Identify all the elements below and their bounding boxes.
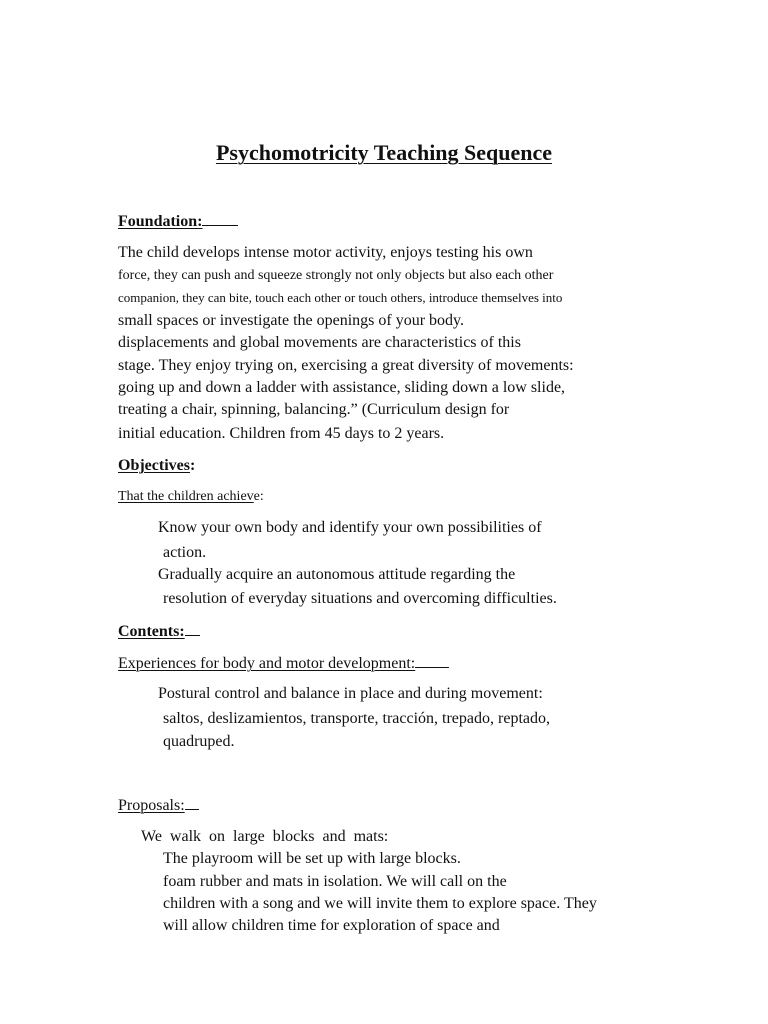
foundation-line-9: initial education. Children from 45 days to 2 years. [118,425,445,442]
foundation-line-1: The child develops intense motor activity, enjoys testing his own [118,244,533,261]
objective-item-2 [141,565,515,585]
proposal-activity-title [141,827,388,847]
contents-subheading-row [118,653,449,674]
objective-item-1-text: Know your own body and identify your own possibilities of [158,519,542,536]
proposal-line-4: will allow children time for exploration of space and [163,917,500,934]
contents-heading-row [118,621,200,642]
proposal-line-1: The playroom will be set up with large blocks. [163,850,461,867]
foundation-line-6: stage. They enjoy trying on, exercising a great diversity of movements: [118,357,574,374]
foundation-line-8: treating a chair, spinning, balancing.” (Curriculum design for [118,401,510,418]
heading-underline-trail [202,211,238,226]
foundation-line-5: displacements and global movements are characteristics of this [118,334,521,351]
foundation-heading-row [118,211,238,232]
proposal-line-2: foam rubber and mats in isolation. We will call on the [163,873,507,890]
foundation-line-4: small spaces or investigate the openings of your body. [118,312,464,329]
proposals-heading-row [118,795,199,816]
objective-item-1-cont: action. [163,544,207,561]
proposal-line-3: children with a song and we will invite them to explore space. They [163,895,597,912]
foundation-line-2: force, they can push and squeeze strongly not only objects but also each other [118,268,554,283]
objectives-heading: Objectives [118,457,190,474]
objectives-heading-row [118,456,195,476]
contents-item-1-cont-2: quadruped. [163,733,235,750]
foundation-heading: Foundation: [118,213,203,230]
objective-item-2-text: Gradually acquire an autonomous attitude regarding the [158,566,516,583]
heading-underline-trail [185,795,199,810]
objectives-colon: : [189,457,196,474]
proposal-activity-title-text: We walk on large blocks and mats: [141,828,389,845]
objective-item-1 [141,518,542,538]
objectives-intro [118,487,264,507]
objectives-intro-tail: e: [253,489,264,504]
contents-heading: Contents: [118,623,185,640]
foundation-line-3: companion, they can bite, touch each other or touch others, introduce themselves into [118,290,563,305]
heading-underline-trail [185,621,200,636]
foundation-line-7: going up and down a ladder with assistance, sliding down a low slide, [118,379,566,396]
objectives-intro-underlined: That the children achiev [118,489,254,504]
contents-item-1-text: Postural control and balance in place and during movement: [158,685,543,702]
contents-item-1-cont-1: saltos, deslizamientos, transporte, tracción, trepado, reptado, [163,710,550,727]
proposals-heading: Proposals: [118,797,185,814]
contents-subheading: Experiences for body and motor development: [118,655,416,672]
page-title: Psychomotricity Teaching Sequence [215,140,553,165]
objective-item-2-cont: resolution of everyday situations and overcoming difficulties. [163,590,557,607]
heading-underline-trail [415,653,449,668]
contents-item-1 [141,684,543,704]
